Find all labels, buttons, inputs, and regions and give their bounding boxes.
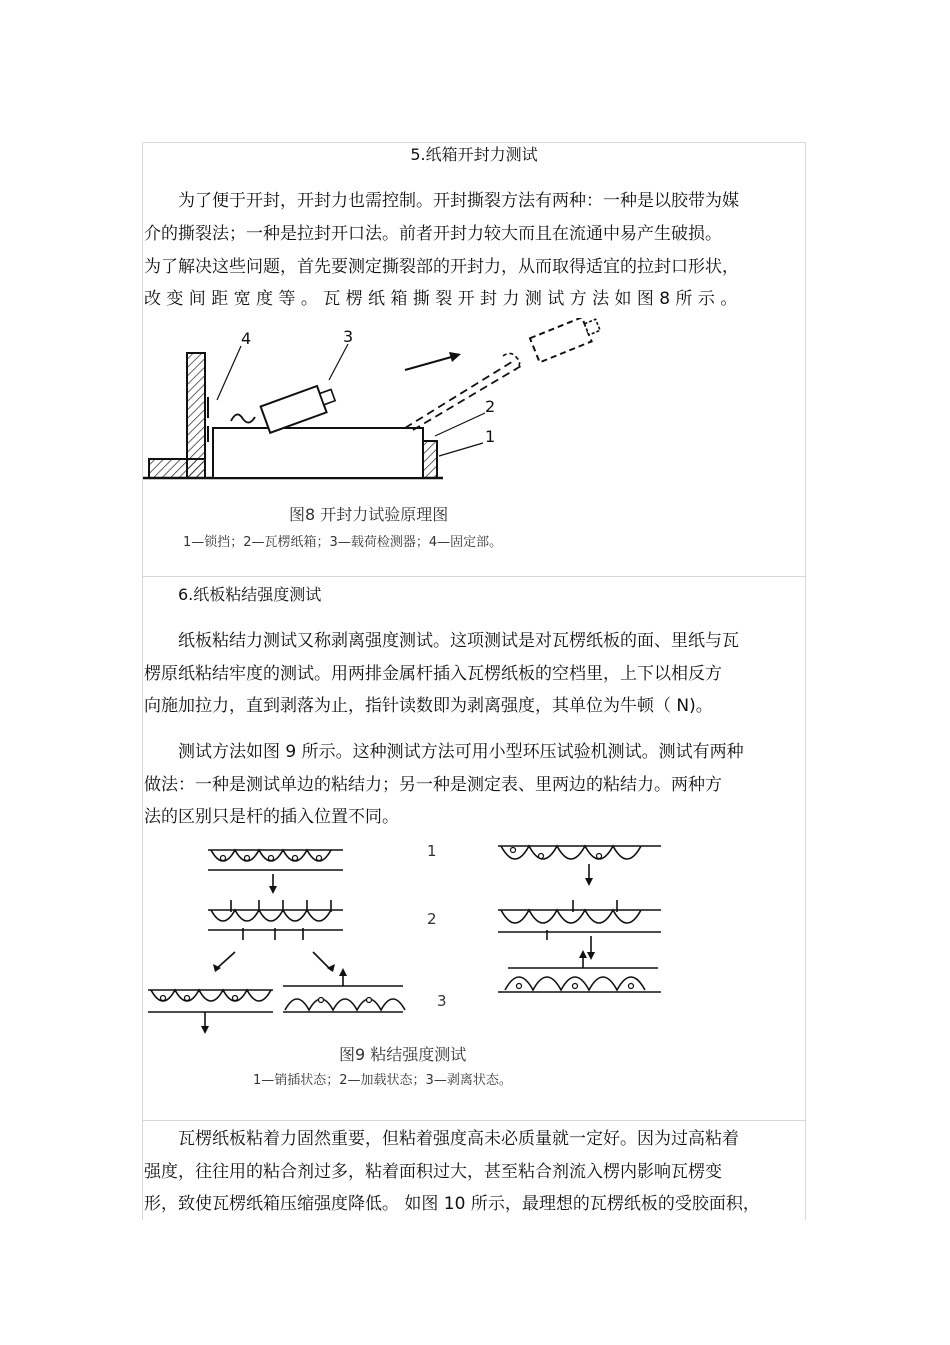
figure-8-label-3: 3 (343, 327, 354, 346)
figure-9-label-2: 2 (427, 910, 437, 928)
figure-9-diagram (143, 840, 666, 1092)
section6-para1-line-3: 向施加拉力，直到剥落为止，指针读数即为剥离强度，其单位为牛顿（ N)。 (144, 696, 713, 716)
figure-8-title: 图8 开封力试验原理图 (289, 505, 449, 524)
figure-9-label-3: 3 (437, 992, 447, 1010)
figure-9-legend: 1—销插状态；2—加载状态；3—剥离状态。 (253, 1073, 512, 1088)
figure-8 (143, 318, 609, 550)
figure-9 (143, 840, 666, 1092)
section5-para-line-3: 为了解决这些问题，首先要测定撕裂部的开封力，从而取得适宜的拉封口形状， (144, 257, 739, 277)
figure-9-label-1: 1 (427, 842, 437, 860)
section5-heading: 5.纸箱开封力测试 (410, 145, 538, 164)
figure-8-label-4: 4 (241, 329, 252, 348)
figure-8-diagram (143, 318, 609, 550)
section6-heading: 6.纸板粘结强度测试 (178, 585, 322, 604)
figure-8-legend: 1—锁挡；2—瓦楞纸箱；3—载荷检测器；4—固定部。 (183, 535, 503, 550)
section6-para2-line-1: 测试方法如图 9 所示。这种测试方法可用小型环压试验机测试。测试有两种 (178, 742, 744, 762)
table-border-top (142, 142, 806, 143)
section6-para2-line-3: 法的区别只是杆的插入位置不同。 (144, 807, 399, 827)
figure-9-title: 图9 粘结强度测试 (339, 1045, 467, 1064)
section7-para-line-3: 形，致使瓦楞纸箱压缩强度降低。 如图 10 所示，最理想的瓦楞纸板的受胶面积， (144, 1194, 760, 1214)
section5-para-line-4: 改 变 间 距 宽 度 等 。 瓦 楞 纸 箱 撕 裂 开 封 力 测 试 方 法 如 图 8 所 示 。 (144, 289, 738, 309)
figure-8-label-1: 1 (485, 427, 496, 446)
section5-para-line-2: 介的撕裂法；一种是拉封开口法。前者开封力较大而且在流通中易产生破损。 (144, 224, 722, 244)
section6-para1-line-1: 纸板粘结力测试又称剥离强度测试。这项测试是对瓦楞纸板的面、里纸与瓦 (178, 631, 739, 651)
figure-8-label-2: 2 (485, 397, 496, 416)
section5-para-line-1: 为了便于开封，开封力也需控制。开封撕裂方法有两种：一种是以胶带为媒 (178, 191, 739, 211)
section6-para2-line-2: 做法：一种是测试单边的粘结力；另一种是测定表、里两边的粘结力。两种方 (144, 775, 722, 795)
section7-para-line-1: 瓦楞纸板粘着力固然重要，但粘着强度高未必质量就一定好。因为过高粘着 (178, 1129, 739, 1149)
section6-para1-line-2: 楞原纸粘结牢度的测试。用两排金属杆插入瓦楞纸板的空档里，上下以相反方 (144, 664, 722, 684)
section7-para-line-2: 强度，往往用的粘合剂过多，粘着面积过大，甚至粘合剂流入楞内影响瓦楞变 (144, 1162, 722, 1182)
